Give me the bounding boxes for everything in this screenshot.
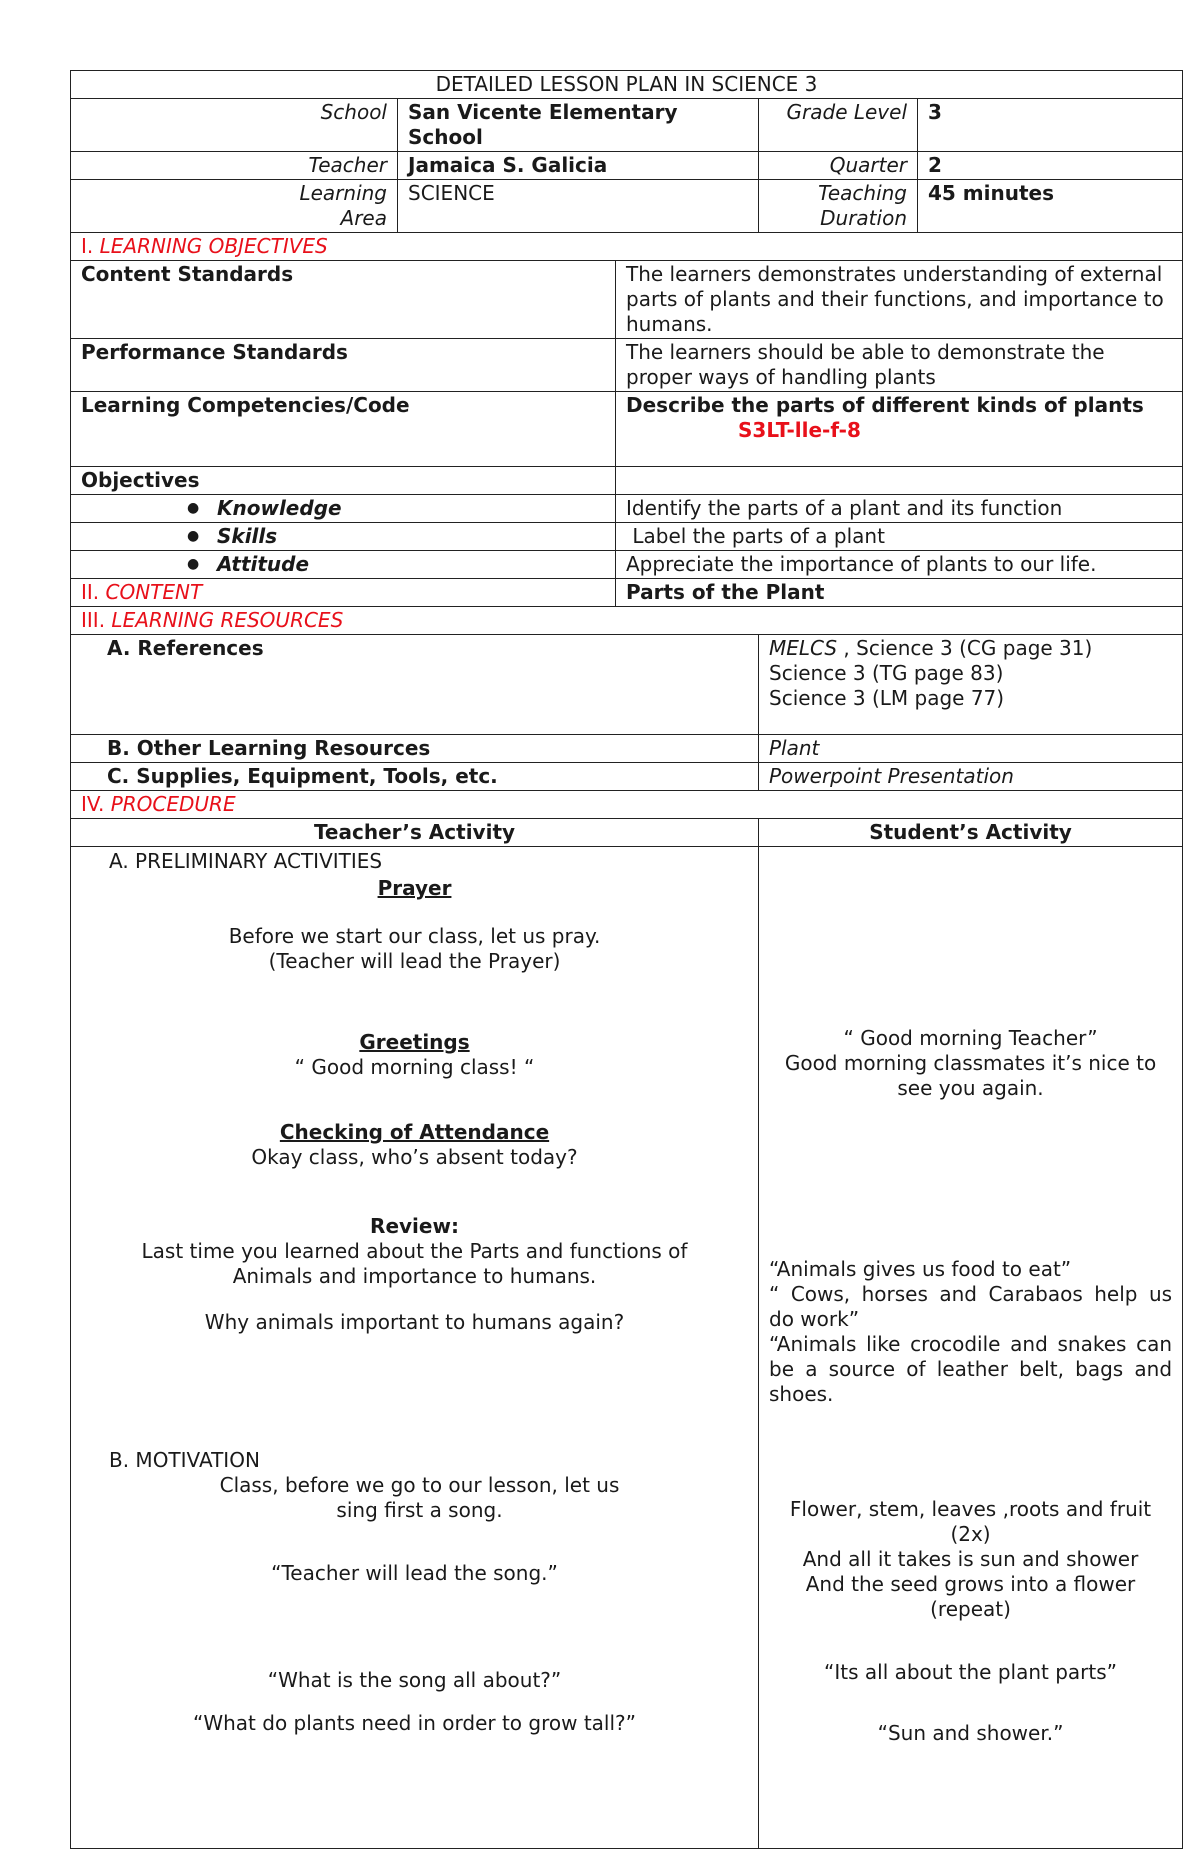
content-standards-label: Content Standards — [71, 261, 616, 339]
skills-value: Label the parts of a plant — [616, 523, 1183, 551]
other-resources-value: Plant — [759, 735, 1183, 763]
attitude-label: ● Attitude — [71, 551, 616, 579]
supplies-label: C. Supplies, Equipment, Tools, etc. — [71, 763, 759, 791]
performance-standards-label: Performance Standards — [71, 339, 616, 392]
review-line1: Last time you learned about the Parts and functions of Animals and importance to humans. — [141, 1239, 688, 1288]
greetings-line: “ Good morning class! “ — [294, 1055, 535, 1079]
review-response2: “ Cows, horses and Carabaos help us do work” — [769, 1282, 1173, 1331]
area-label: Learning Area — [71, 180, 398, 233]
motivation-line1: Class, before we go to our lesson, let us sing first a song. — [219, 1473, 620, 1522]
preliminary-heading: A. PRELIMINARY ACTIVITIES — [109, 849, 383, 873]
lesson-plan-document — [70, 70, 1182, 1849]
review-response1: “Animals gives us food to eat” — [769, 1257, 1072, 1281]
greeting-response-line1: “ Good morning Teacher” — [843, 1026, 1098, 1050]
grade-value: 3 — [918, 99, 1183, 152]
attendance-title: Checking of Attendance — [279, 1120, 550, 1144]
teacher-activity-cell — [71, 847, 759, 1849]
teacher-label: Teacher — [71, 152, 398, 180]
content-value: Parts of the Plant — [616, 579, 1183, 607]
objectives-label: Objectives — [71, 467, 616, 495]
attendance-line: Okay class, who’s absent today? — [251, 1145, 578, 1169]
duration-label: Teaching Duration — [759, 180, 918, 233]
student-activity-cell — [759, 847, 1183, 1849]
prayer-title: Prayer — [377, 876, 452, 900]
competency-code: S3LT-lle-f-8 — [738, 418, 861, 442]
prayer-line2: (Teacher will lead the Prayer) — [268, 949, 561, 973]
document-title: DETAILED LESSON PLAN IN SCIENCE 3 — [71, 71, 1183, 99]
competency-cell — [616, 392, 1183, 467]
song-line2: And all it takes is sun and shower — [802, 1547, 1139, 1571]
teacher-value: Jamaica S. Galicia — [398, 152, 759, 180]
references-value: MELCS , Science 3 (CG page 31) Science 3 (TG page 83) Science 3 (LM page 77) — [759, 635, 1183, 735]
section-learning-objectives — [71, 233, 1183, 261]
lesson-plan-table — [70, 70, 1183, 1849]
quarter-label: Quarter — [759, 152, 918, 180]
answer1: “Its all about the plant parts” — [824, 1660, 1118, 1684]
song-line1: Flower, stem, leaves ,roots and fruit (2x) — [789, 1497, 1152, 1546]
competency-label: Learning Competencies/Code — [71, 392, 616, 467]
greetings-title: Greetings — [359, 1030, 470, 1054]
question2: “What do plants need in order to grow tall?” — [192, 1711, 637, 1735]
attitude-value: Appreciate the importance of plants to our life. — [616, 551, 1183, 579]
song-line4: (repeat) — [930, 1597, 1011, 1621]
grade-label: Grade Level — [759, 99, 918, 152]
content-standards-value: The learners demonstrates understanding of external parts of plants and their functions, and importance to humans. — [616, 261, 1183, 339]
prayer-line1: Before we start our class, let us pray. — [228, 924, 601, 948]
motivation-heading: B. MOTIVATION — [109, 1448, 260, 1472]
motivation-line2: “Teacher will lead the song.” — [271, 1561, 558, 1585]
song-line3: And the seed grows into a flower — [805, 1572, 1136, 1596]
section-procedure: IV. PROCEDURE — [71, 791, 1183, 819]
answer2: “Sun and shower.” — [877, 1721, 1064, 1745]
section-learning-resources: III. LEARNING RESOURCES — [71, 607, 1183, 635]
references-label: A. References — [71, 635, 759, 735]
duration-value: 45 minutes — [918, 180, 1183, 233]
section-content: II. CONTENT — [71, 579, 616, 607]
skills-label: ● Skills — [71, 523, 616, 551]
knowledge-value: Identify the parts of a plant and its function — [616, 495, 1183, 523]
school-value: San Vicente Elementary School — [398, 99, 759, 152]
section-heading: LEARNING OBJECTIVES — [99, 234, 328, 258]
school-label: School — [71, 99, 398, 152]
other-resources-label: B. Other Learning Resources — [71, 735, 759, 763]
competency-value: Describe the parts of different kinds of plants — [626, 393, 1144, 417]
area-value: SCIENCE — [398, 180, 759, 233]
review-response3: “Animals like crocodile and snakes can be a source of leather belt, bags and shoes. — [769, 1332, 1173, 1406]
student-activity-header: Student’s Activity — [759, 819, 1183, 847]
knowledge-label: ● Knowledge — [71, 495, 616, 523]
review-line2: Why animals important to humans again? — [204, 1310, 625, 1334]
question1: “What is the song all about?” — [267, 1668, 562, 1692]
supplies-value: Powerpoint Presentation — [759, 763, 1183, 791]
greeting-response-line2: Good morning classmates it’s nice to see you again. — [784, 1051, 1157, 1100]
teacher-activity-header: Teacher’s Activity — [71, 819, 759, 847]
performance-standards-value: The learners should be able to demonstrate the proper ways of handling plants — [616, 339, 1183, 392]
section-number: I. — [81, 234, 94, 258]
review-title: Review: — [370, 1214, 459, 1238]
quarter-value: 2 — [918, 152, 1183, 180]
